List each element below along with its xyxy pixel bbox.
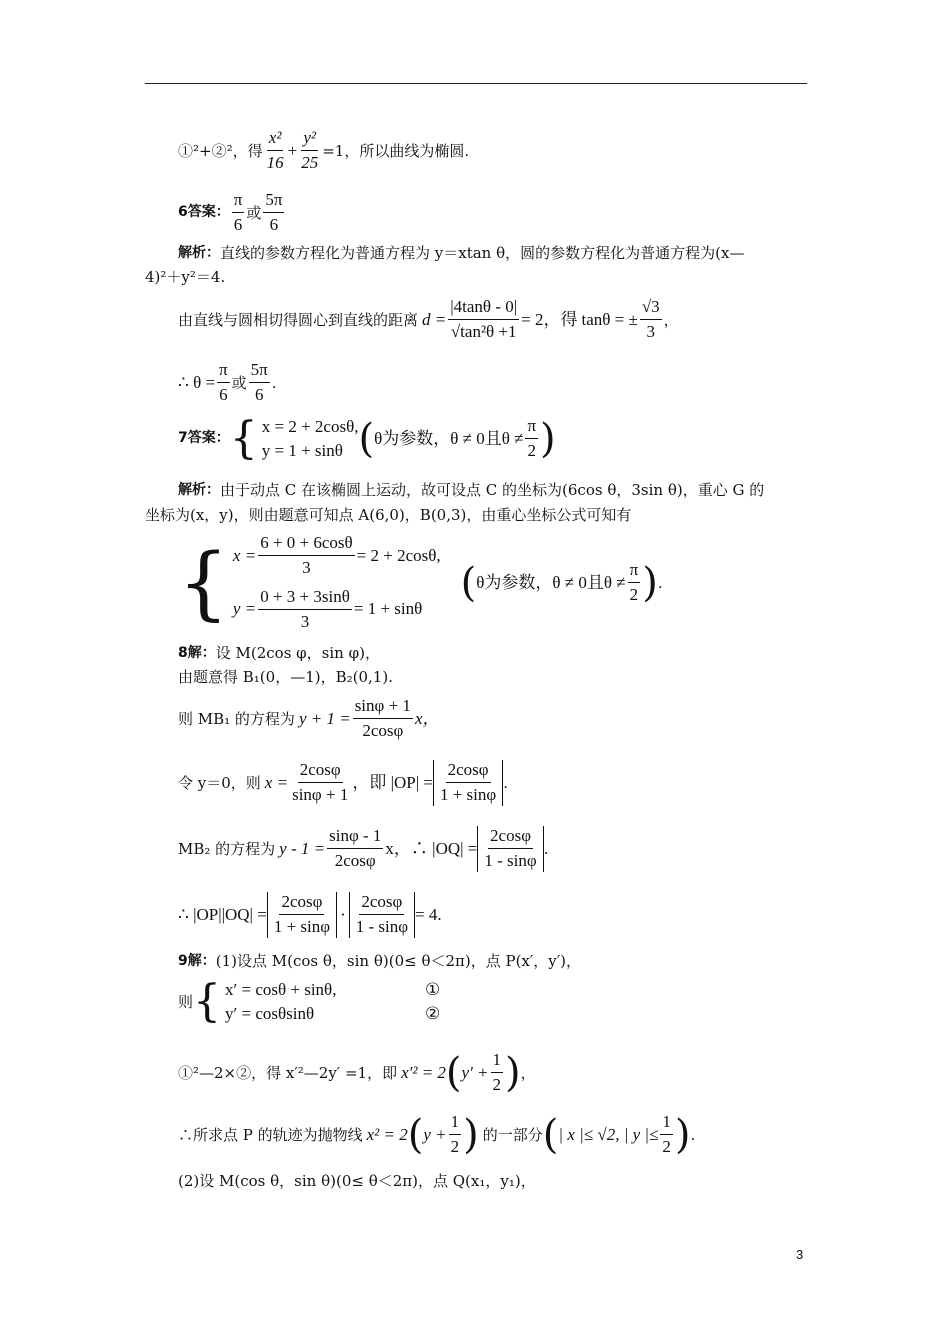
absolute-value: [477, 826, 543, 872]
numerator: sinφ + 1: [353, 696, 413, 719]
text: ，: [520, 1063, 536, 1082]
math: y +: [423, 1124, 447, 1144]
math: ∴ θ =: [178, 372, 216, 392]
q7-centroid-system: [178, 533, 663, 633]
left-paren: (: [460, 559, 477, 606]
q8-op-line: [178, 760, 508, 806]
equation-row: [233, 587, 441, 633]
fraction-pi-6: [232, 190, 245, 236]
math: | x |≤ √2, | y |≤: [558, 1124, 659, 1144]
q9-label: 9解：: [178, 952, 216, 969]
equation-row: y = 1 + sinθ: [261, 440, 343, 460]
denominator: 1 + sinφ: [273, 917, 331, 937]
left-brace: {: [193, 976, 222, 1028]
denominator: 3: [646, 322, 655, 342]
fraction-sqrt3-3: [640, 297, 662, 343]
text: .: [657, 573, 663, 592]
denominator: 6: [269, 215, 279, 235]
math: y =: [232, 599, 257, 619]
math: tanθ = ±: [581, 309, 638, 329]
q9-part2: [178, 1172, 536, 1190]
q7-answer: [178, 412, 556, 464]
left-brace: {: [178, 535, 229, 629]
math: x，∴ |OQ| =: [385, 838, 478, 858]
denominator: 2: [527, 441, 536, 461]
numerator: sinφ - 1: [327, 826, 383, 849]
fraction-pi-2: [525, 416, 538, 462]
numerator: 5π: [249, 360, 270, 383]
text: ，: [663, 310, 679, 329]
numerator: 6 + 0 + 6cosθ: [258, 533, 354, 556]
fraction-pi-2: [628, 560, 641, 606]
q8-line1: [178, 644, 380, 662]
text: 由于动点 C 在该椭圆上运动，故可设点 C 的坐标为(6cos θ，3sin θ)，重心 G 的: [220, 481, 765, 499]
text: (2)设 M(cos θ，sin θ)(0≤ θ＜2π)，点 Q(x₁，y₁)，: [178, 1172, 536, 1190]
condition: θ为参数，θ ≠ 0且θ ≠: [476, 572, 626, 592]
text: 则: [178, 993, 194, 1012]
denominator: 6: [233, 215, 243, 235]
plus-sign: +: [287, 140, 298, 160]
right-paren: ): [505, 1049, 521, 1096]
numerator: 2cosφ: [488, 826, 533, 849]
q6-analysis-line1: [178, 244, 744, 262]
q8-mb1-equation: [178, 696, 439, 742]
text: ①²—2×②，得 x′²—2y′ =1，即: [178, 1063, 398, 1082]
fraction-1-2: [491, 1050, 504, 1096]
left-paren: (: [542, 1111, 559, 1158]
denominator: 2cosφ: [334, 851, 376, 871]
analysis-label: 解析：: [178, 481, 220, 498]
fraction-y2-25: [299, 128, 320, 174]
text: = 2，得: [521, 309, 578, 329]
q8-mb2-line: [178, 826, 548, 872]
q8-product-line: [178, 892, 442, 938]
fraction-1-2: [660, 1112, 673, 1158]
left-paren: (: [358, 415, 375, 462]
fraction: [327, 826, 383, 872]
math: y - 1 =: [279, 838, 326, 858]
equation-number: ②: [425, 1004, 441, 1024]
q8-line2: [178, 668, 393, 686]
denominator: 3: [300, 612, 310, 632]
denominator: 16: [266, 153, 284, 173]
math: ，即 |OP| =: [352, 772, 433, 792]
math: x =: [232, 545, 257, 565]
condition: θ为参数，θ ≠ 0且θ ≠: [374, 428, 524, 448]
denominator: 3: [302, 558, 311, 578]
equation-row: [233, 533, 441, 579]
math: y′ = cosθsinθ: [225, 1004, 315, 1024]
math: d =: [422, 309, 447, 329]
math: x′² = 2: [401, 1062, 446, 1082]
q7-label: 7答案：: [178, 430, 230, 447]
text: .: [543, 839, 549, 858]
denominator: 2cosφ: [362, 721, 404, 741]
text: 坐标为(x，y)，则由题意可知点 A(6,0)，B(0,3)，由重心坐标公式可知有: [145, 506, 632, 524]
q6-analysis-line2: [145, 268, 225, 286]
denominator: 1 - sinφ: [355, 917, 409, 937]
q9-line1: [178, 952, 581, 970]
text: .: [690, 1125, 696, 1144]
numerator: 1: [491, 1050, 504, 1073]
equation-number: ①: [425, 980, 441, 999]
equation-system: [233, 533, 441, 633]
math: y′ +: [461, 1062, 489, 1082]
fraction: [258, 533, 354, 579]
denominator: 1 + sinφ: [439, 785, 497, 805]
numerator: x²: [267, 128, 284, 151]
text: =1，所以曲线为椭圆.: [322, 141, 470, 160]
equation-system: [262, 417, 359, 462]
fraction: [258, 587, 352, 633]
denominator: √tan²θ +1: [450, 322, 517, 342]
q9-system: [178, 976, 441, 1028]
fraction: [272, 892, 332, 938]
absolute-value: [433, 760, 503, 806]
denominator: 2: [492, 1075, 502, 1095]
fraction-5pi-6: [249, 360, 270, 406]
left-paren: (: [445, 1049, 462, 1096]
text: 的一部分: [482, 1125, 543, 1144]
numerator: 2cosφ: [279, 892, 324, 915]
numerator: |4tanθ - 0|: [448, 297, 519, 320]
numerator: √3: [640, 297, 662, 320]
fraction-1-2: [449, 1112, 462, 1158]
equation-row: x = 2 + 2cosθ,: [261, 416, 359, 436]
denominator: sinφ + 1: [292, 785, 349, 805]
denominator: 25: [301, 153, 319, 173]
numerator: 2cosφ: [359, 892, 404, 915]
header-rule: [145, 83, 807, 84]
text: (1)设点 M(cos θ，sin θ)(0≤ θ＜2π)，点 P(x′，y′)，: [215, 952, 582, 970]
fraction: [290, 760, 350, 806]
text: 设 M(2cos φ，sin φ)，: [215, 644, 380, 662]
fraction: [354, 892, 410, 938]
text: 令 y＝0，则: [178, 773, 261, 792]
numerator: π: [628, 560, 641, 583]
math: x′ = cosθ + sinθ,: [225, 980, 337, 999]
equation-system: [225, 980, 440, 1025]
math: ·: [340, 904, 346, 924]
right-paren: ): [674, 1111, 691, 1158]
text: 或: [231, 373, 247, 392]
q6-distance-line: [178, 297, 679, 343]
text: .: [271, 373, 277, 392]
numerator: 1: [449, 1112, 462, 1135]
q8-label: 8解：: [178, 644, 216, 661]
text: 由题意得 B₁(0，—1)，B₂(0,1).: [178, 668, 393, 686]
left-paren: (: [407, 1111, 424, 1158]
denominator: 6: [254, 385, 264, 405]
numerator: 2cosφ: [446, 760, 491, 783]
denominator: 2: [662, 1137, 671, 1157]
fraction: [353, 696, 413, 742]
math: x =: [264, 772, 289, 792]
text: MB₂ 的方程为: [178, 839, 276, 858]
numerator: 5π: [263, 190, 284, 213]
absolute-value: [267, 892, 337, 938]
denominator: 6: [219, 385, 228, 405]
text: 由直线与圆相切得圆心到直线的距离: [178, 310, 419, 329]
q9-derivation: [178, 1050, 536, 1096]
numerator: 0 + 3 + 3sinθ: [258, 587, 352, 610]
numerator: π: [217, 360, 230, 383]
fraction-5pi-6: [263, 190, 284, 236]
numerator: y²: [301, 128, 318, 151]
math: y + 1 =: [298, 708, 351, 728]
denominator: 2: [629, 585, 639, 605]
right-paren: ): [463, 1111, 479, 1158]
equation-row: [225, 980, 440, 1000]
math: = 4.: [415, 904, 442, 924]
numerator: 1: [660, 1112, 673, 1135]
q6-answer: [178, 190, 286, 236]
math: x² = 2: [366, 1124, 408, 1144]
numerator: 2cosφ: [298, 760, 343, 783]
numerator: π: [525, 416, 538, 439]
q6-label: 6答案：: [178, 204, 230, 221]
page-number: 3: [796, 1247, 804, 1262]
left-brace: {: [229, 412, 258, 464]
equation-row: [225, 1004, 440, 1024]
line-ellipse-conclusion: [178, 128, 469, 174]
right-paren: ): [642, 559, 658, 606]
fraction-pi-6: [217, 360, 230, 406]
math: = 2 + 2cosθ,: [356, 545, 441, 565]
numerator: π: [232, 190, 245, 213]
text: ①²+②²，得: [178, 141, 263, 160]
denominator: 1 - sinφ: [484, 851, 537, 871]
text: ∴所求点 P 的轨迹为抛物线: [178, 1125, 363, 1144]
q6-conclusion: [178, 360, 277, 406]
text: .: [503, 773, 508, 792]
math: = 1 + sinθ: [353, 599, 423, 619]
analysis-label: 解析：: [178, 244, 220, 261]
q9-trajectory: [178, 1112, 695, 1158]
fraction: [438, 760, 498, 806]
q7-analysis-line1: [178, 481, 764, 499]
text: 或: [246, 203, 262, 222]
absolute-value: [349, 892, 415, 938]
q7-analysis-line2: [145, 506, 631, 524]
fraction-x2-16: [265, 128, 286, 174]
text: 则 MB₁ 的方程为: [178, 709, 295, 728]
math: x，: [414, 708, 440, 728]
fraction: [482, 826, 538, 872]
denominator: 2: [450, 1137, 460, 1157]
fraction-distance: [448, 297, 519, 343]
text: 4)²＋y²＝4.: [145, 268, 226, 286]
right-paren: ): [540, 415, 556, 462]
text: 直线的参数方程化为普通方程为 y＝xtan θ，圆的参数方程化为普通方程为(x—: [220, 244, 745, 262]
math: ∴ |OP||OQ| =: [178, 904, 267, 924]
